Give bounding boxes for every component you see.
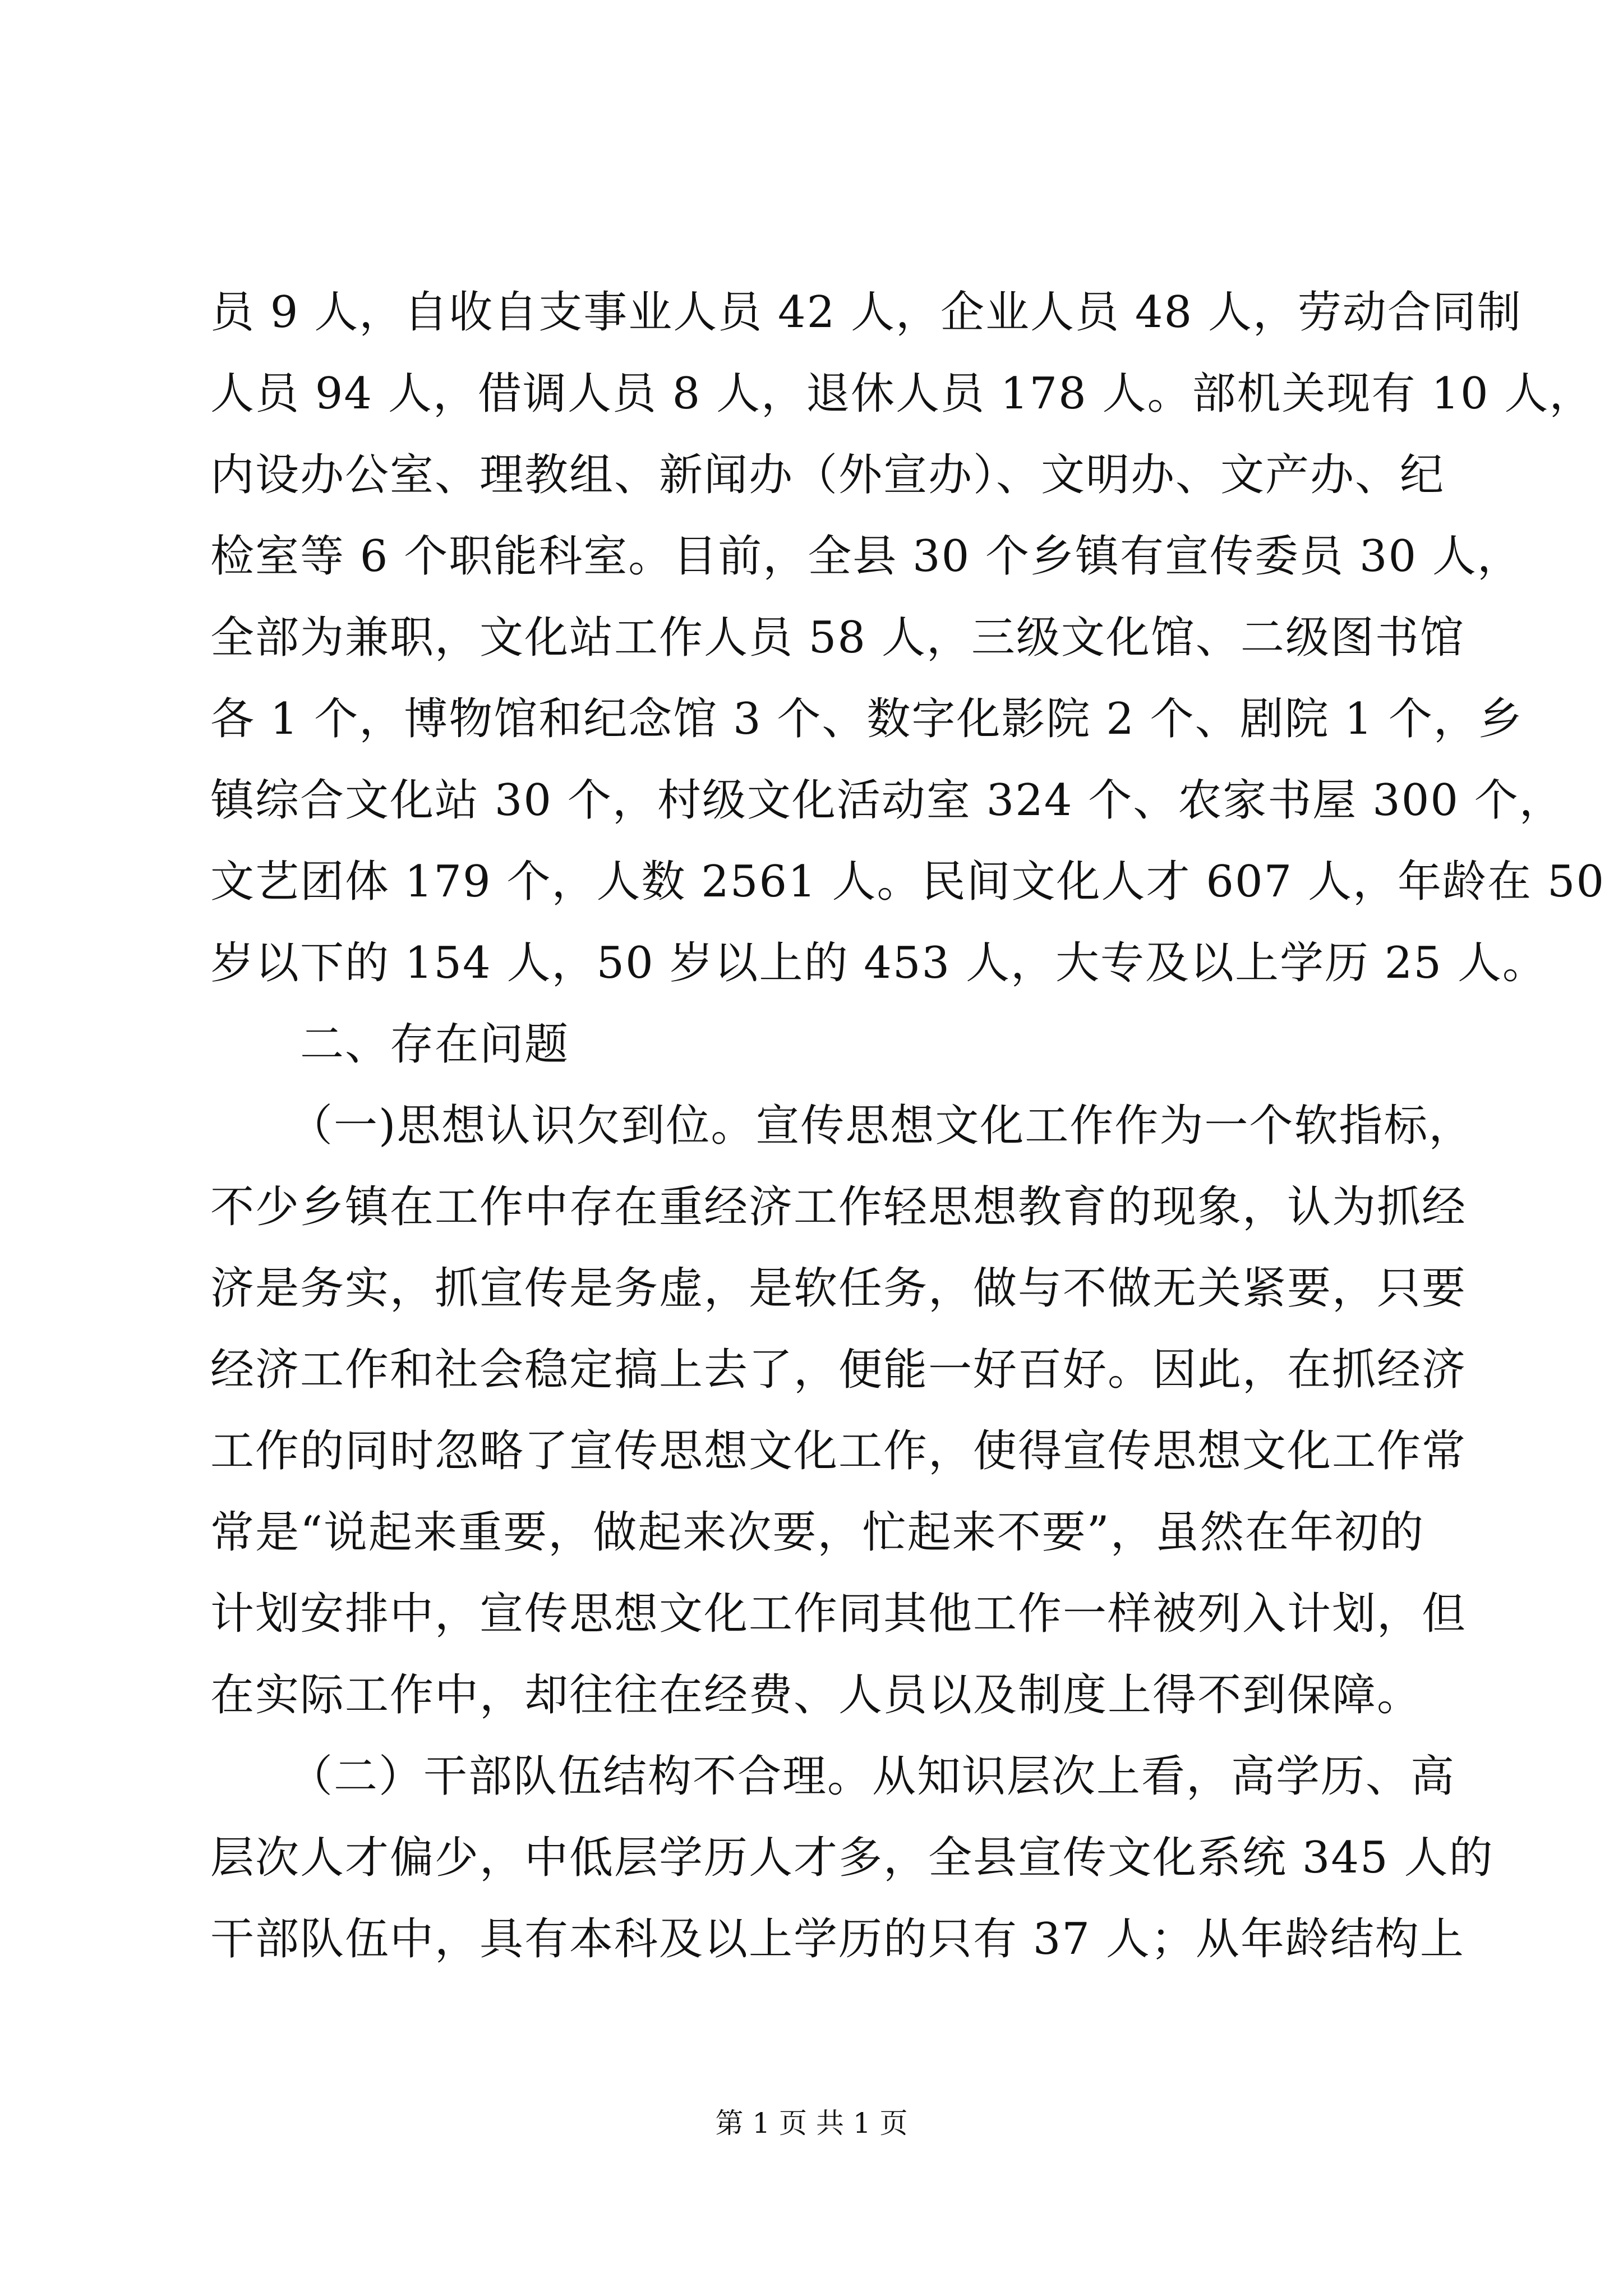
text-line: 计划安排中，宣传思想文化工作同其他工作一样被列入计划，但 <box>210 1589 1467 1639</box>
text-line: 干部队伍中，具有本科及以上学历的只有 37 人；从年龄结构上 <box>210 1914 1465 1964</box>
text-line: 内设办公室、理教组、新闻办（外宣办）、文明办、文产办、纪 <box>210 450 1445 500</box>
text-line: 员 9 人，自收自支事业人员 42 人，企业人员 48 人，劳动合同制 <box>210 287 1522 338</box>
document-body <box>210 272 1606 1980</box>
text-line: 文艺团体 179 个，人数 2561 人。民间文化人才 607 人，年龄在 50 <box>210 857 1606 907</box>
text-line: 常是“说起来重要，做起来次要，忙起来不要”，虽然在年初的 <box>210 1507 1424 1558</box>
text-line: 镇综合文化站 30 个，村级文化活动室 324 个、农家书屋 300 个， <box>210 775 1564 826</box>
page-footer <box>0 2106 1623 2140</box>
text-line: 不少乡镇在工作中存在重经济工作轻思想教育的现象，认为抓经 <box>210 1182 1467 1232</box>
text-line: 岁以下的 154 人，50 岁以上的 453 人，大专及以上学历 25 人。 <box>210 938 1547 988</box>
text-line: 工作的同时忽略了宣传思想文化工作，使得宣传思想文化工作常 <box>210 1426 1467 1476</box>
text-line: （二）干部队伍结构不合理。从知识层次上看，高学历、高 <box>289 1751 1456 1802</box>
text-line: 全部为兼职，文化站工作人员 58 人，三级文化馆、二级图书馆 <box>210 613 1465 663</box>
page-number-label: 第 1 页 共 1 页 <box>715 2107 908 2139</box>
section-heading: 二、存在问题 <box>300 1019 570 1070</box>
text-line: 在实际工作中，却往往在经费、人员以及制度上得不到保障。 <box>210 1670 1422 1720</box>
text-line: 人员 94 人，借调人员 8 人，退休人员 178 人。部机关现有 10 人， <box>210 369 1594 419</box>
text-line: 层次人才偏少，中低层学历人才多，全县宣传文化系统 345 人的 <box>210 1833 1494 1883</box>
text-line: 济是务实，抓宣传是务虚，是软任务，做与不做无关紧要，只要 <box>210 1263 1467 1314</box>
text-line: 经济工作和社会稳定搞上去了，便能一好百好。因此，在抓经济 <box>210 1345 1467 1395</box>
paragraph-ideological-awareness <box>210 1085 1474 1736</box>
text-line: 各 1 个，博物馆和纪念馆 3 个、数字化影院 2 个、剧院 1 个，乡 <box>210 694 1523 744</box>
paragraph-staffing-overview <box>210 272 1606 1004</box>
text-line: 检室等 6 个职能科室。目前，全县 30 个乡镇有宣传委员 30 人， <box>210 531 1522 582</box>
text-line: （一)思想认识欠到位。宣传思想文化工作作为一个软指标， <box>289 1101 1474 1151</box>
paragraph-cadre-structure <box>210 1736 1494 1980</box>
